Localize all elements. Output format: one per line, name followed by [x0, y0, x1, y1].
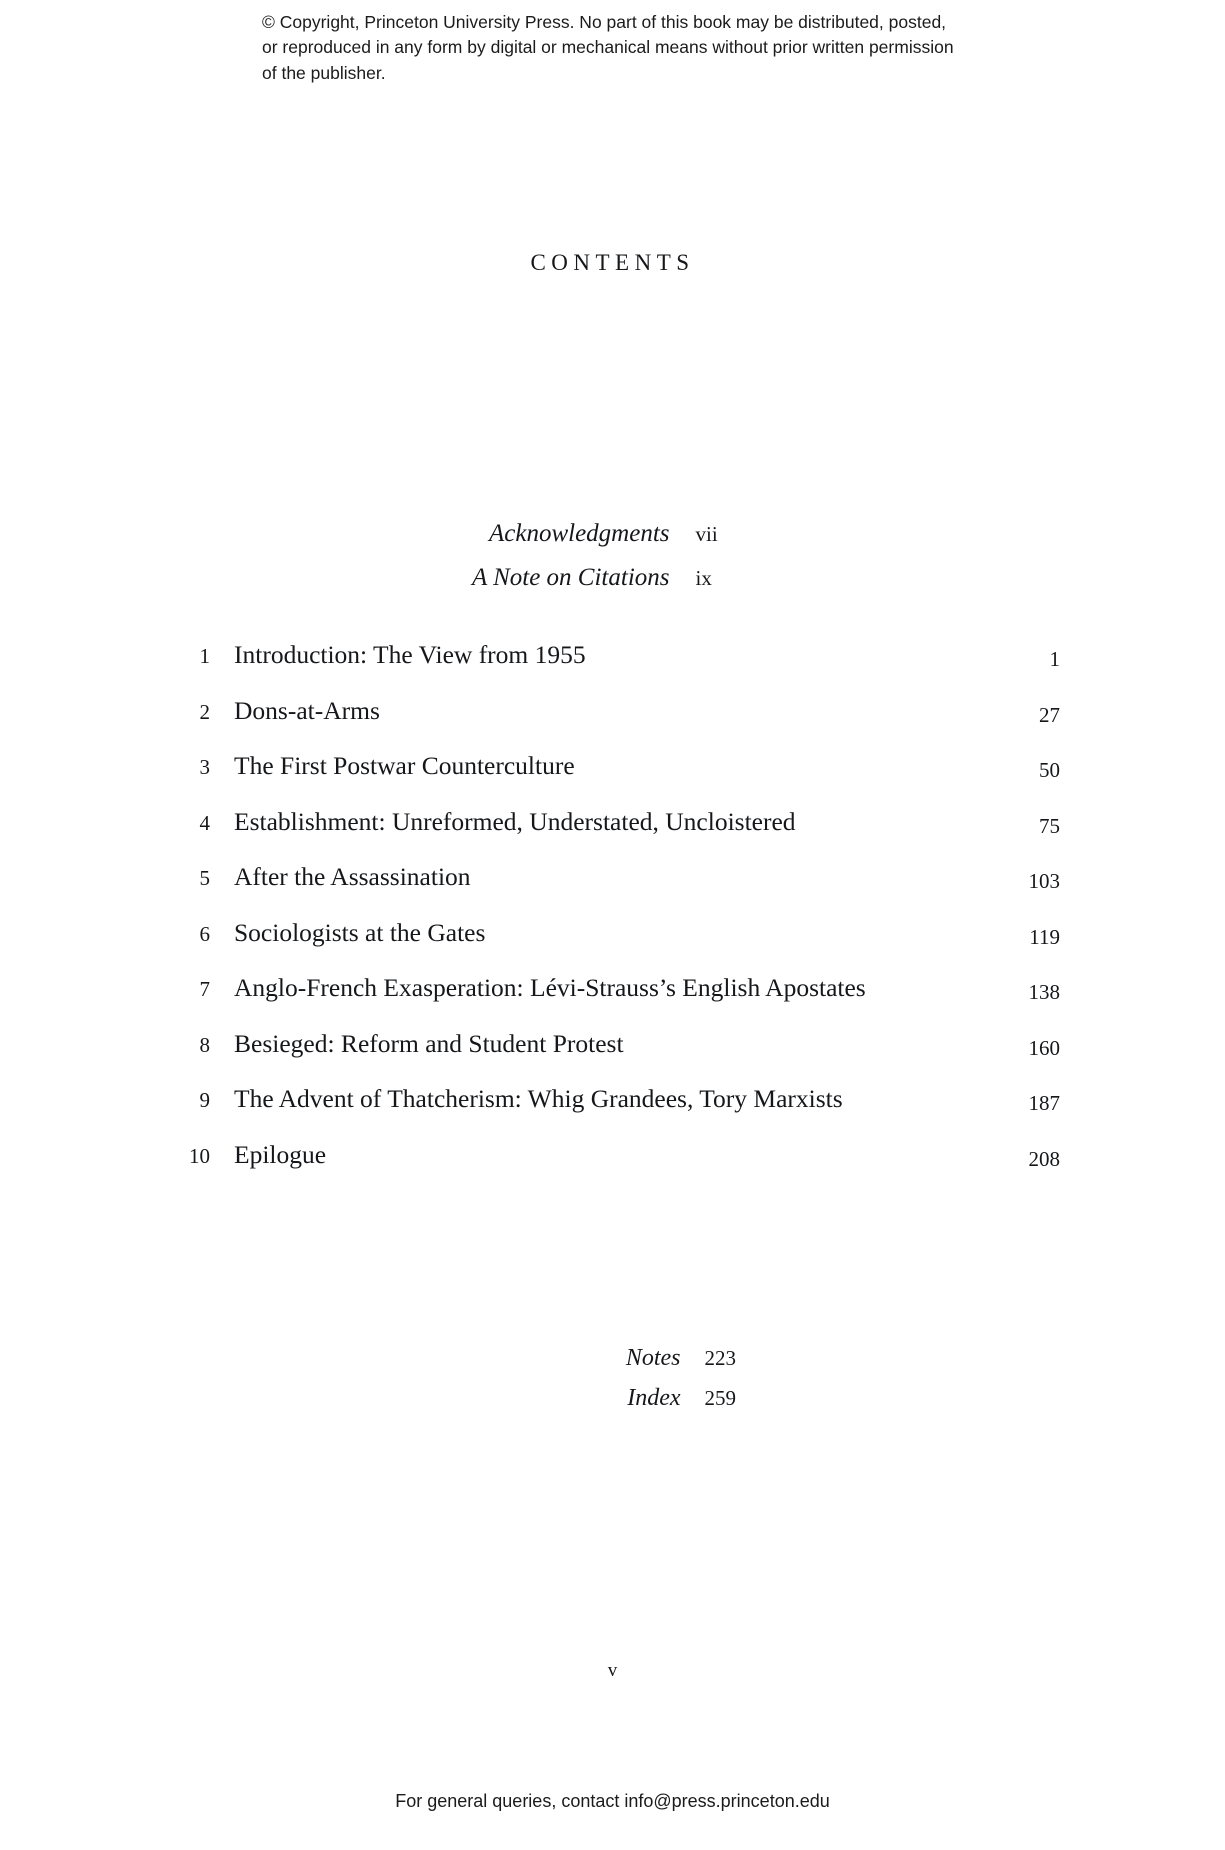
- chapter-number: 1: [199, 644, 210, 668]
- front-matter-page: ix: [695, 566, 712, 590]
- table-row: [170, 862, 1060, 892]
- chapter-title: After the Assassination: [234, 862, 471, 891]
- chapter-number: 4: [199, 810, 210, 835]
- table-row: [170, 1084, 1060, 1114]
- chapter-page: 119: [1029, 924, 1060, 949]
- chapter-page: 160: [1028, 1035, 1060, 1060]
- chapter-number: 2: [199, 699, 210, 724]
- list-item: [0, 520, 1225, 548]
- front-matter-list: [0, 520, 1225, 608]
- chapter-number: 5: [199, 866, 210, 890]
- chapter-page: 1: [1049, 647, 1060, 671]
- chapter-page: 103: [1028, 869, 1060, 893]
- table-row: [170, 807, 1060, 837]
- table-row: [170, 973, 1060, 1003]
- chapter-page: 138: [1028, 980, 1060, 1004]
- chapter-title: The Advent of Thatcherism: Whig Grandees, Tory Marxists: [234, 1084, 843, 1113]
- chapter-title: Besieged: Reform and Student Protest: [234, 1028, 624, 1058]
- front-matter-page: vii: [695, 522, 718, 546]
- list-item: [0, 564, 1225, 592]
- chapter-page: 50: [1039, 758, 1060, 782]
- chapter-title: Anglo-French Exasperation: Lévi-Strauss’s English Apostates: [234, 973, 866, 1002]
- table-row: [170, 640, 1060, 670]
- page-folio: v: [607, 1660, 618, 1681]
- chapter-page: 75: [1039, 813, 1060, 838]
- chapter-page: 208: [1028, 1146, 1060, 1171]
- back-matter-page: 223: [704, 1346, 736, 1370]
- table-row: [170, 751, 1060, 781]
- list-item: [0, 1385, 1225, 1412]
- chapter-title: The First Postwar Counterculture: [234, 751, 575, 780]
- back-matter-list: [0, 1345, 1225, 1425]
- page-title: CONTENTS: [530, 250, 695, 275]
- general-queries-note: For general queries, contact info@press.princeton.edu: [395, 1791, 830, 1811]
- chapter-number: 9: [199, 1088, 210, 1112]
- chapter-title: Dons-at-Arms: [234, 695, 380, 725]
- chapter-title: Establishment: Unreformed, Understated, Uncloistered: [234, 806, 796, 836]
- chapter-number: 7: [199, 977, 210, 1001]
- table-row: [170, 696, 1060, 726]
- front-matter-title: Acknowledgments: [488, 520, 670, 547]
- chapter-title: Introduction: The View from 1955: [234, 640, 586, 669]
- back-matter-page: 259: [704, 1386, 736, 1410]
- chapter-title: Epilogue: [234, 1139, 327, 1169]
- copyright-notice: © Copyright, Princeton University Press. No part of this book may be distributed, posted, or reproduced in any form by digital or mechanical means without prior written permission of the publisher.: [262, 12, 954, 83]
- chapter-number: 6: [199, 921, 210, 946]
- back-matter-title: Index: [627, 1385, 681, 1411]
- chapter-number: 8: [199, 1032, 210, 1057]
- chapter-title: Sociologists at the Gates: [234, 917, 486, 947]
- back-matter-title: Notes: [625, 1345, 681, 1371]
- front-matter-title: A Note on Citations: [472, 564, 670, 591]
- chapter-page: 27: [1039, 702, 1060, 727]
- table-row: [170, 918, 1060, 948]
- chapter-number: 10: [189, 1143, 210, 1168]
- table-row: [170, 1140, 1060, 1170]
- list-item: [0, 1345, 1225, 1372]
- chapter-page: 187: [1028, 1091, 1060, 1115]
- table-row: [170, 1029, 1060, 1059]
- chapter-list: [170, 640, 1060, 1195]
- chapter-number: 3: [199, 755, 210, 779]
